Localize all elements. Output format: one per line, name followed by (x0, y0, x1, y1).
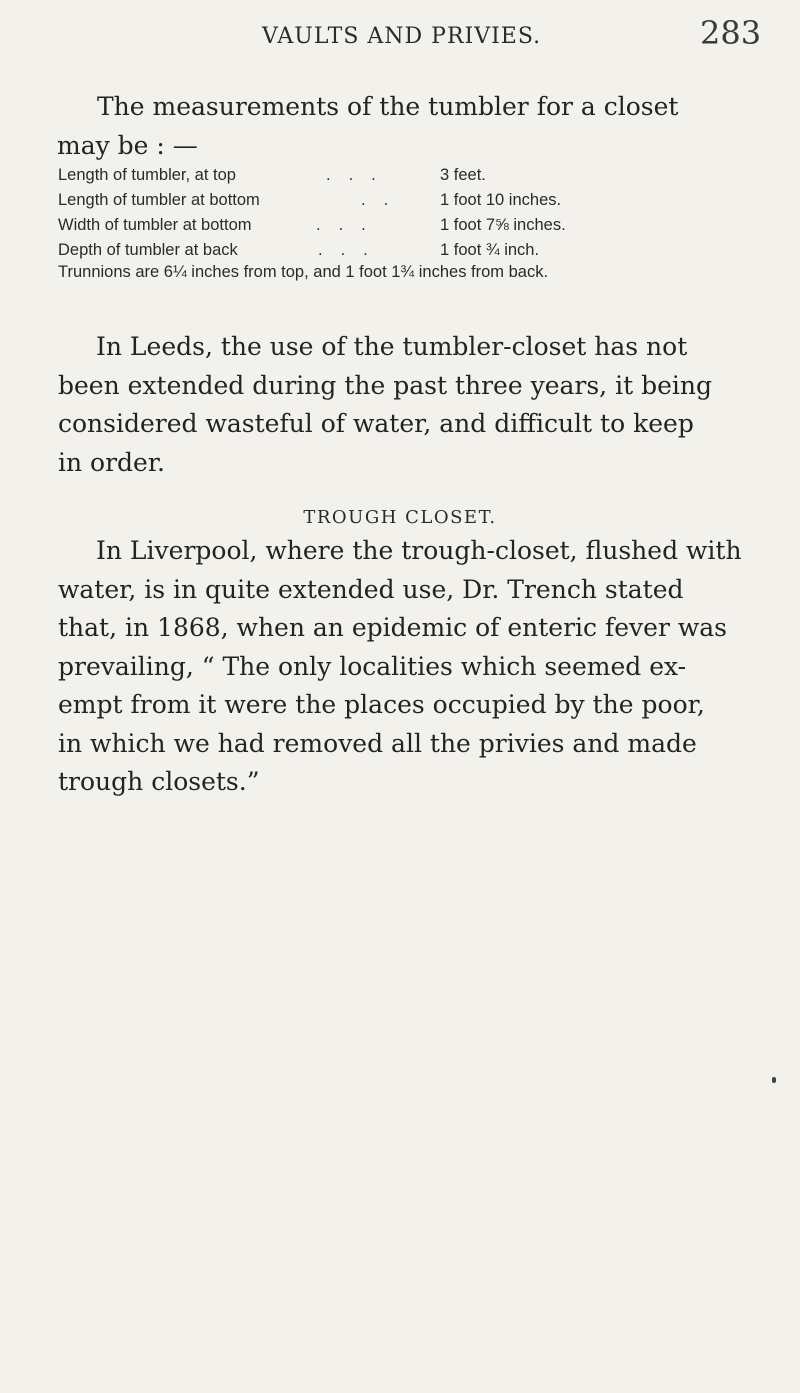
leeds-line-1 (58, 328, 758, 367)
page-number: 283 (700, 14, 762, 52)
spec-leader-dots: ... (316, 216, 384, 234)
running-head (0, 14, 800, 64)
spec-row-bottom-length (58, 188, 758, 213)
spec-value: 1 foot 10 inches. (440, 191, 562, 209)
leeds-paragraph (58, 328, 758, 482)
trunnions-note: Trunnions are 6¼ inches from top, and 1 foot 1¾ inches from back. (58, 263, 549, 281)
spec-label: Width of tumbler at bottom (58, 216, 252, 234)
liverpool-paragraph (58, 532, 758, 802)
spec-leader-dots: .. (361, 191, 407, 209)
liverpool-line-2: water, is in quite extended use, Dr. Trench stated (58, 574, 684, 604)
spec-label: Depth of tumbler at back (58, 241, 238, 259)
liverpool-line-1-text: In Liverpool, where the trough-closet, flushed with (96, 536, 742, 565)
liverpool-line-5: empt from it were the places occupied by the poor, (58, 690, 705, 719)
liverpool-line-3: that, in 1868, when an epidemic of enteric fever was (58, 613, 727, 642)
leeds-line-4: in order. (58, 447, 165, 477)
tumbler-measurements-table (58, 163, 758, 281)
spec-label: Length of tumbler, at top (58, 166, 236, 184)
liverpool-line-1 (58, 532, 758, 571)
leeds-line-1-text: In Leeds, the use of the tumbler-closet has not (96, 332, 688, 361)
spec-value: 3 feet. (440, 166, 486, 184)
leeds-line-3: considered wasteful of water, and difficult to keep (58, 409, 694, 438)
section-heading: TROUGH CLOSET. (303, 507, 497, 528)
intro-paragraph (57, 88, 757, 165)
liverpool-line-7: trough closets.” (58, 767, 260, 796)
spec-leader-dots: ... (318, 241, 386, 259)
spec-leader-dots: ... (326, 166, 394, 184)
spec-row-back-depth (58, 238, 758, 263)
intro-line-1: The measurements of the tumbler for a closet (97, 92, 679, 121)
spec-value: 1 foot ¾ inch. (440, 241, 540, 259)
spec-value: 1 foot 7⅝ inches. (440, 216, 566, 234)
running-title: VAULTS AND PRIVIES. (262, 24, 542, 49)
spec-row-bottom-width (58, 213, 758, 238)
spec-label: Length of tumbler at bottom (58, 191, 260, 209)
liverpool-line-6: in which we had removed all the privies and made (58, 728, 697, 758)
leeds-line-2: been extended during the past three years, it being (58, 370, 712, 400)
intro-line-2: may be : — (57, 130, 198, 160)
ink-speck (772, 1077, 776, 1083)
spec-row-top-length (58, 163, 758, 188)
liverpool-line-4: prevailing, “ The only localities which seemed ex- (58, 651, 687, 681)
